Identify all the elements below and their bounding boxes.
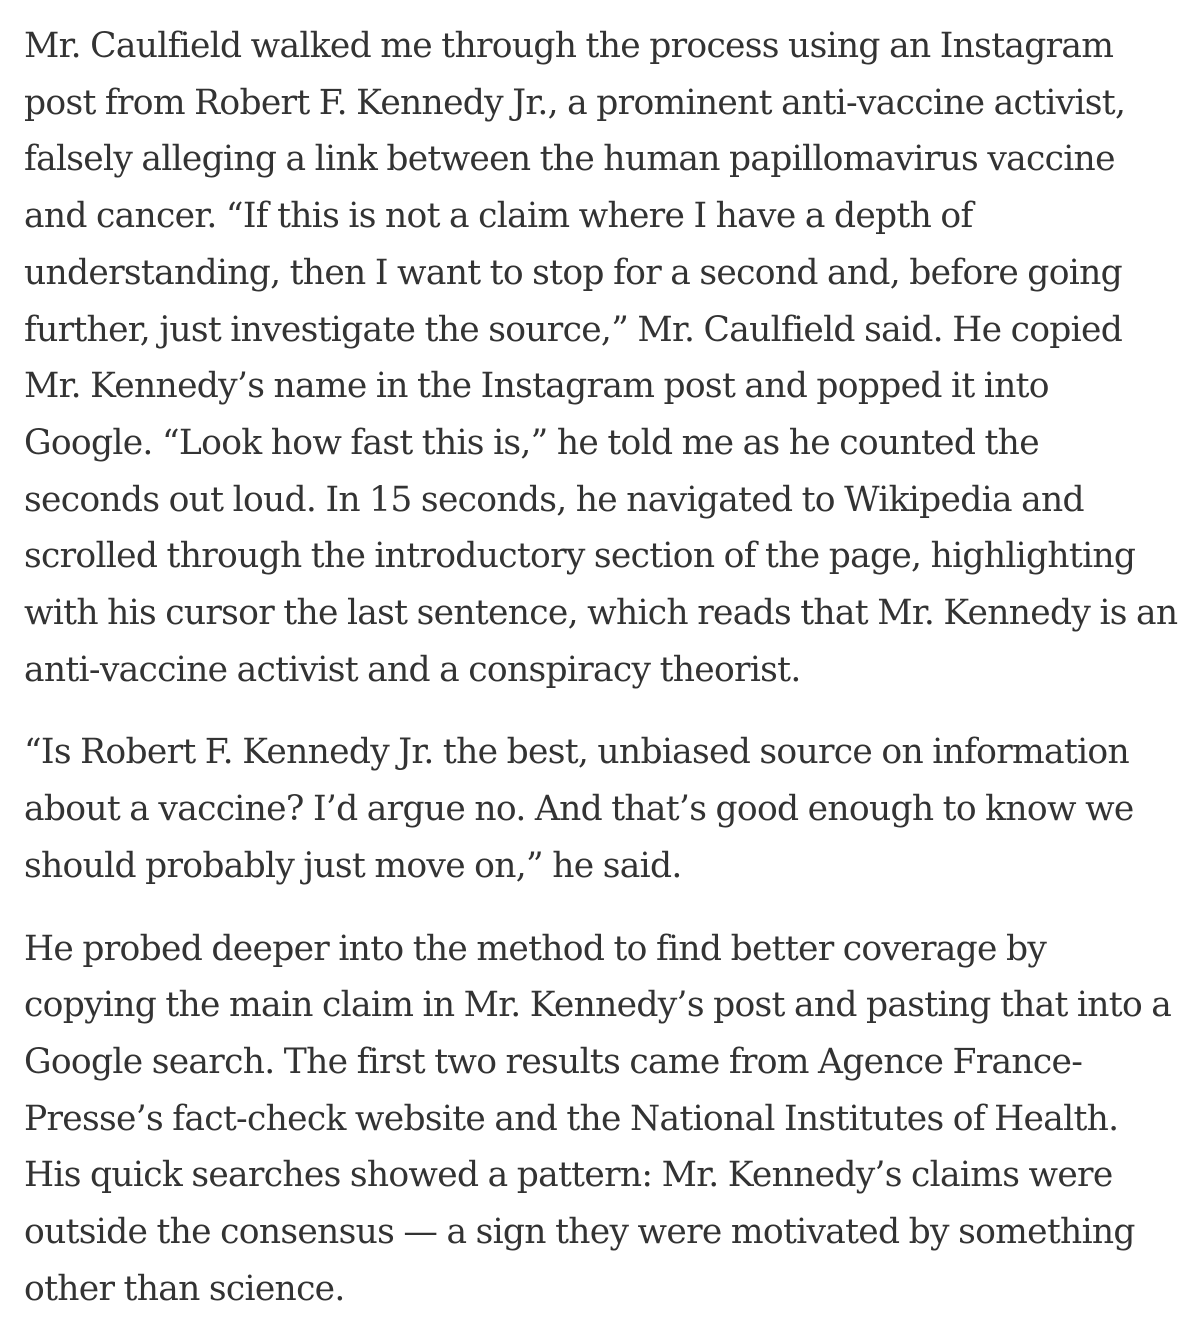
article-paragraph-3: He probed deeper into the method to find better coverage by copying the main claim in Mr. Kennedy’s post and pasting that into a Google search. The first two results came from Agence France-Presse’s fact-check website and the National Institutes of Health. His quick searches showed a pattern: Mr. Kennedy’s claims were outside the consensus — a sign they were motivated by something other than science. xyxy=(24,928,1172,1309)
article-paragraph-2: “Is Robert F. Kennedy Jr. the best, unbiased source on information about a vaccine? I’d argue no. And that’s good enough to know we should probably just move on,” he said. xyxy=(24,732,1134,886)
article-paragraph-1: Mr. Caulfield walked me through the process using an Instagram post from Robert F. Kennedy Jr., a prominent anti-vaccine activist, falsely alleging a link between the human papillomavirus vaccine and cancer. “If this is not a claim where I have a depth of understanding, then I want to stop for a second and, before going further, just investigate the source,” Mr. Caulfield said. He copied Mr. Kennedy’s name in the Instagram post and popped it into Google. “Look how fast this is,” he told me as he counted the seconds out loud. In 15 seconds, he navigated to Wikipedia and scrolled through the introductory section of the page, highlighting with his cursor the last sentence, which reads that Mr. Kennedy is an anti-vaccine activist and a conspiracy theorist. xyxy=(24,26,1178,690)
